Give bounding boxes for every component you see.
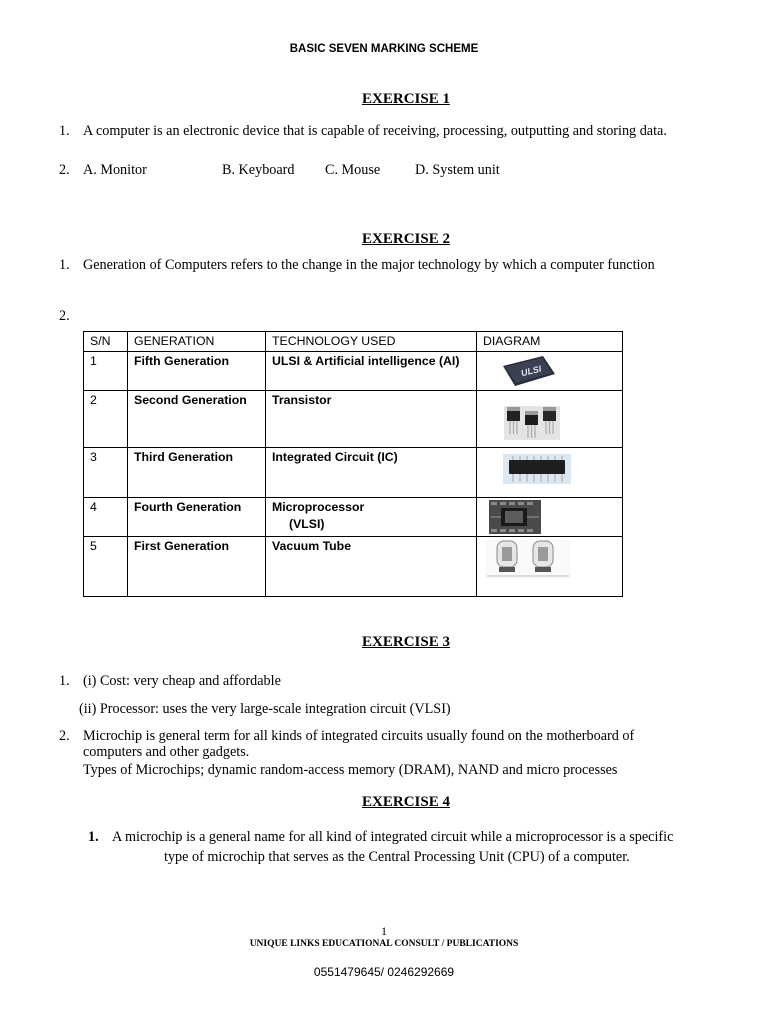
generations-table: [83, 331, 623, 597]
exercise-1-heading: EXERCISE 1: [362, 91, 450, 107]
chip-label: ULSI: [519, 363, 543, 379]
cell-diagram: [477, 448, 623, 498]
vacuum-tube-icon: [485, 539, 571, 579]
microprocessor-icon: [489, 500, 541, 534]
cell-sn: 2: [84, 391, 128, 448]
option-d: D. System unit: [415, 162, 500, 178]
table-row: [84, 498, 623, 537]
cell-generation: First Generation: [128, 537, 266, 597]
ic-chip-icon: [503, 454, 571, 484]
exercise-4-heading: EXERCISE 4: [362, 794, 450, 810]
cell-sn: 3: [84, 448, 128, 498]
exercise-1-question-2: [0, 162, 768, 182]
publisher-name: UNIQUE LINKS EDUCATIONAL CONSULT / PUBLICATIONS: [249, 939, 519, 949]
question-number: 1.: [59, 673, 70, 689]
question-text: A computer is an electronic device that is capable of receiving, processing, outputting and storing data.: [83, 123, 667, 139]
question-number: 1.: [59, 257, 70, 273]
exercise-3-heading: EXERCISE 3: [362, 634, 450, 650]
cell-technology: Integrated Circuit (IC): [266, 448, 477, 498]
table-row: [84, 448, 623, 498]
table-row: [84, 352, 623, 391]
header-technology: TECHNOLOGY USED: [266, 332, 477, 352]
exercise-1-question-1: [0, 123, 768, 143]
option-c: C. Mouse: [325, 162, 381, 178]
answer-line-2: type of microchip that serves as the Central Processing Unit (CPU) of a computer.: [164, 849, 630, 865]
answer-i: (i) Cost: very cheap and affordable: [83, 673, 281, 689]
cell-technology: [266, 498, 477, 537]
question-number: 2.: [59, 308, 70, 324]
exercise-3-question-1: [0, 673, 768, 693]
cell-generation: Fifth Generation: [128, 352, 266, 391]
question-text: Generation of Computers refers to the change in the major technology by which a computer function: [83, 257, 655, 273]
answer-line-1: Microchip is general term for all kinds of integrated circuits usually found on the motherboard of: [83, 728, 635, 744]
cell-diagram: [477, 391, 623, 448]
answer-line-3: Types of Microchips; dynamic random-access memory (DRAM), NAND and micro processes: [83, 762, 618, 778]
question-number: 2.: [59, 728, 70, 744]
cell-generation: Second Generation: [128, 391, 266, 448]
cell-sn: 1: [84, 352, 128, 391]
ulsi-chip-icon: [499, 354, 559, 388]
header-diagram: DIAGRAM: [477, 332, 623, 352]
cell-technology: ULSI & Artificial intelligence (AI): [266, 352, 477, 391]
technology-line-1: Microprocessor: [272, 500, 365, 514]
cell-generation: Fourth Generation: [128, 498, 266, 537]
exercise-2-heading: EXERCISE 2: [362, 231, 450, 247]
cell-diagram: [477, 537, 623, 597]
contact-phone: 0551479645/ 0246292669: [313, 965, 455, 979]
table-row: [84, 537, 623, 597]
exercise-2-question-2: [0, 308, 768, 328]
header-generation: GENERATION: [128, 332, 266, 352]
table-row: [84, 391, 623, 448]
cell-sn: 4: [84, 498, 128, 537]
question-number: 1.: [88, 829, 99, 845]
exercise-4-question-1: [0, 829, 768, 849]
technology-line-2: (VLSI): [289, 517, 325, 531]
answer-line-2: computers and other gadgets.: [83, 744, 250, 760]
transistor-icon: [504, 406, 560, 440]
question-number: 2.: [59, 162, 70, 178]
question-number: 1.: [59, 123, 70, 139]
cell-technology: Transistor: [266, 391, 477, 448]
option-a: A. Monitor: [83, 162, 147, 178]
cell-sn: 5: [84, 537, 128, 597]
answer-line-1: A microchip is a general name for all kind of integrated circuit while a microprocessor is a specific: [112, 829, 674, 845]
header-sn: S/N: [84, 332, 128, 352]
cell-diagram: [477, 498, 623, 537]
page-number: 1: [381, 924, 387, 938]
cell-generation: Third Generation: [128, 448, 266, 498]
option-b: B. Keyboard: [222, 162, 295, 178]
table-header-row: [84, 332, 623, 352]
exercise-2-question-1: [0, 257, 768, 277]
document-title: BASIC SEVEN MARKING SCHEME: [289, 43, 479, 55]
cell-technology: Vacuum Tube: [266, 537, 477, 597]
cell-diagram: [477, 352, 623, 391]
answer-ii: (ii) Processor: uses the very large-scale integration circuit (VLSI): [79, 701, 451, 717]
